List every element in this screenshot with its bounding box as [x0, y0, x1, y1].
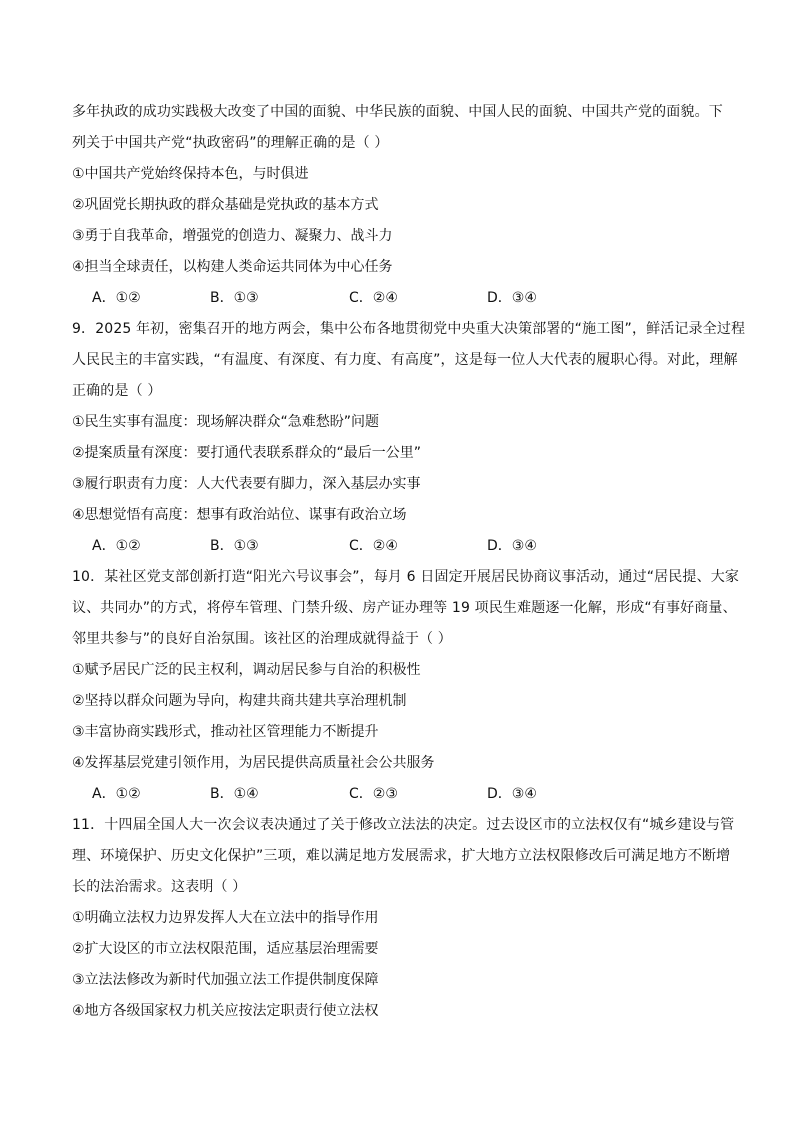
question-10 [72, 562, 740, 810]
option-b[interactable]: B．①④ [210, 786, 259, 802]
statement-item: ④担当全球责任，以构建人类命运共同体为中心任务 [72, 259, 393, 275]
statement-item: ④思想觉悟有高度：想事有政治站位、谋事有政治立场 [72, 507, 407, 523]
answer-options [72, 283, 722, 314]
option-c[interactable]: C．②④ [349, 290, 398, 306]
option-a[interactable]: A．①② [92, 538, 141, 554]
question-stem: 正确的是（ ） [72, 383, 162, 399]
question-stem: 长的法治需求。这表明（ ） [72, 879, 247, 895]
option-b[interactable]: B．①③ [210, 538, 259, 554]
option-d[interactable]: D．③④ [487, 538, 537, 554]
question-stem: 邻里共参与”的良好自治氛围。该社区的治理成就得益于（ ） [72, 631, 452, 647]
statement-item: ③立法法修改为新时代加强立法工作提供制度保障 [72, 972, 379, 988]
statement-item: ④发挥基层党建引领作用，为居民提供高质量社会公共服务 [72, 755, 435, 771]
question-stem: 9．2025 年初，密集召开的地方两会，集中公布各地贯彻党中央重大决策部署的“施工图”，鲜活记录全过程 [72, 321, 746, 337]
statement-item: ②提案质量有深度：要打通代表联系群众的“最后一公里” [72, 445, 422, 461]
option-c[interactable]: C．②③ [349, 786, 398, 802]
question-11 [72, 810, 735, 1027]
statement-item: ③履行职责有力度：人大代表要有脚力，深入基层办实事 [72, 476, 421, 492]
question-9 [72, 314, 746, 562]
question-stem: 理、环境保护、历史文化保护”三项，难以满足地方发展需求，扩大地方立法权限修改后可满足地方不断增 [72, 848, 731, 864]
option-d[interactable]: D．③④ [487, 290, 537, 306]
statement-item: ①民生实事有温度：现场解决群众“急难愁盼”问题 [72, 414, 380, 430]
answer-options [72, 779, 722, 810]
question-8 [72, 97, 722, 314]
option-a[interactable]: A．①② [92, 290, 141, 306]
statement-item: ②坚持以群众问题为导向，构建共商共建共享治理机制 [72, 693, 407, 709]
question-stem: 多年执政的成功实践极大改变了中国的面貌、中华民族的面貌、中国人民的面貌、中国共产党的面貌。下 [72, 104, 723, 120]
statement-item: ②扩大设区的市立法权限范围，适应基层治理需要 [72, 941, 379, 957]
question-stem: 议、共同办”的方式，将停车管理、门禁升级、房产证办理等 19 项民生难题逐一化解，形成“有事好商量、 [72, 600, 737, 616]
statement-item: ③勇于自我革命，增强党的创造力、凝聚力、战斗力 [72, 228, 393, 244]
statement-item: ①中国共产党始终保持本色，与时俱进 [72, 166, 309, 182]
question-stem: 人民民主的丰富实践，“有温度、有深度、有力度、有高度”，这是每一位人大代表的履职心得。对此，理解 [72, 352, 738, 368]
option-c[interactable]: C．②④ [349, 538, 398, 554]
question-stem: 11．十四届全国人大一次会议表决通过了关于修改立法法的决定。过去设区市的立法权仅有“城乡建设与管 [72, 817, 735, 833]
statement-item: ①赋予居民广泛的民主权利，调动居民参与自治的积极性 [72, 662, 421, 678]
exam-page [72, 97, 746, 1027]
answer-options [72, 531, 722, 562]
statement-item: ②巩固党长期执政的群众基础是党执政的基本方式 [72, 197, 379, 213]
statement-item: ③丰富协商实践形式，推动社区管理能力不断提升 [72, 724, 379, 740]
option-d[interactable]: D．③④ [487, 786, 537, 802]
statement-item: ④地方各级国家权力机关应按法定职责行使立法权 [72, 1003, 379, 1019]
option-a[interactable]: A．①② [92, 786, 141, 802]
statement-item: ①明确立法权力边界发挥人大在立法中的指导作用 [72, 910, 379, 926]
question-stem: 列关于中国共产党“执政密码”的理解正确的是（ ） [72, 135, 389, 151]
question-stem: 10．某社区党支部创新打造“阳光六号议事会”，每月 6 日固定开展居民协商议事活动，通过“居民提、大家 [72, 569, 740, 585]
option-b[interactable]: B．①③ [210, 290, 259, 306]
